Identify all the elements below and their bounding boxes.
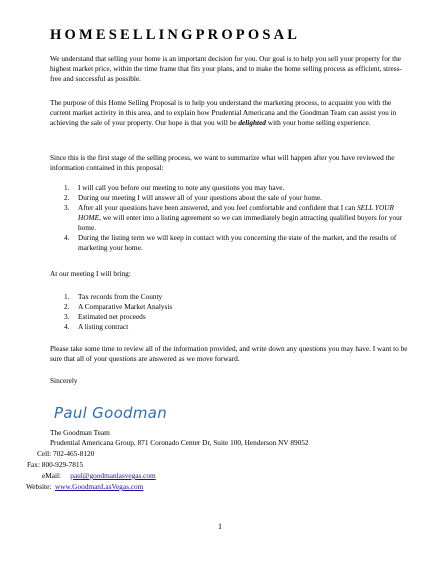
list-item-text: A listing contract [78, 322, 129, 331]
list-item-text: Tax records from the County [78, 292, 163, 301]
purpose-text-start: The purpose of this Home Selling Proposal is to help you understand the marketing process, to acquaint you with the current market activity in this area, and to explain how Prudential Americana and the Goodman Team can assist you in achieving the sale of your property. Our hope is that you will be [50, 98, 397, 127]
list-item-number: 2. [64, 193, 70, 202]
team-name: The Goodman Team [50, 428, 110, 437]
list-item-text: I will call you before our meeting to note any questions you may have. [78, 183, 285, 192]
list-item-number: 2. [64, 302, 70, 311]
intro-paragraph: We understand that selling your home is an important decision for you. Our goal is to help you sell your property for the highest market price, within the time frame that fits your plans, and to make the home selling process as efficient, stress-free and successful as possible. [50, 54, 402, 83]
summary-paragraph: Since this is the first stage of the selling process, we want to summarize what will happen after you have reviewed the information contained in this proposal: [50, 153, 395, 172]
review-paragraph: Please take some time to review all of the information provided, and write down any questions you may have. I want to be sure that all of your questions are answered as we move forward. [50, 344, 408, 363]
email-label: eMail: [42, 471, 62, 480]
address: Prudential Americana Group, 871 Coronado Center Dr, Suite 100, Henderson NV 89052 [50, 438, 309, 447]
list-item [50, 322, 410, 332]
email-link[interactable]: paul@goodmanlasvegas.com [70, 471, 156, 480]
website-link[interactable]: www.GoodmanLasVegas.com [55, 482, 144, 491]
list-item-text: A Comparative Market Analysis [78, 302, 173, 311]
list-item-number: 1. [64, 292, 70, 301]
bring-items-list [50, 292, 410, 332]
process-steps-list [50, 183, 410, 253]
list-item [50, 302, 410, 312]
list-item-number: 4. [64, 322, 70, 331]
fax-number: Fax: 800-929-7815 [27, 460, 84, 469]
list-item-number: 4. [64, 233, 70, 242]
list-item-number: 3. [64, 312, 70, 321]
list-item [50, 193, 410, 203]
delighted-emphasis: delighted [238, 118, 266, 127]
email-line [42, 471, 156, 481]
list-item [50, 292, 410, 302]
bring-intro: At our meeting I will bring: [50, 269, 131, 278]
page-number: 1 [218, 522, 222, 531]
list-item-text: During our meeting I will answer all of your questions about the sale of your home. [78, 193, 322, 202]
website-line [26, 482, 143, 492]
list-item [50, 233, 410, 253]
sell-your-home-emphasis: SELL YOUR HOME [78, 203, 394, 222]
list-item-number: 3. [64, 203, 70, 212]
list-item-text-start: After all your questions have been answered, and you feel comfortable and confident that I can [78, 203, 357, 212]
document-title: HOMESELLINGPROPOSAL [50, 27, 301, 43]
closing: Sincerely [50, 376, 78, 385]
purpose-paragraph [50, 98, 410, 128]
list-item-text-end: , we will enter into a listing agreement so we can immediately begin attracting qualified buyers for your home. [78, 213, 403, 232]
list-item [50, 203, 410, 233]
cell-phone: Cell: 702-465-8120 [37, 449, 95, 458]
list-item [50, 183, 410, 193]
list-item-text: Estimated net proceeds [78, 312, 146, 321]
purpose-text-end: with your home selling experience. [265, 118, 371, 127]
list-item-number: 1. [64, 183, 70, 192]
list-item [50, 312, 410, 322]
website-label: Website: [26, 482, 52, 491]
signature: Paul Goodman [54, 404, 168, 422]
list-item-text: During the listing term we will keep in contact with you concerning the state of the market, and the results of marketing your home. [78, 233, 397, 252]
